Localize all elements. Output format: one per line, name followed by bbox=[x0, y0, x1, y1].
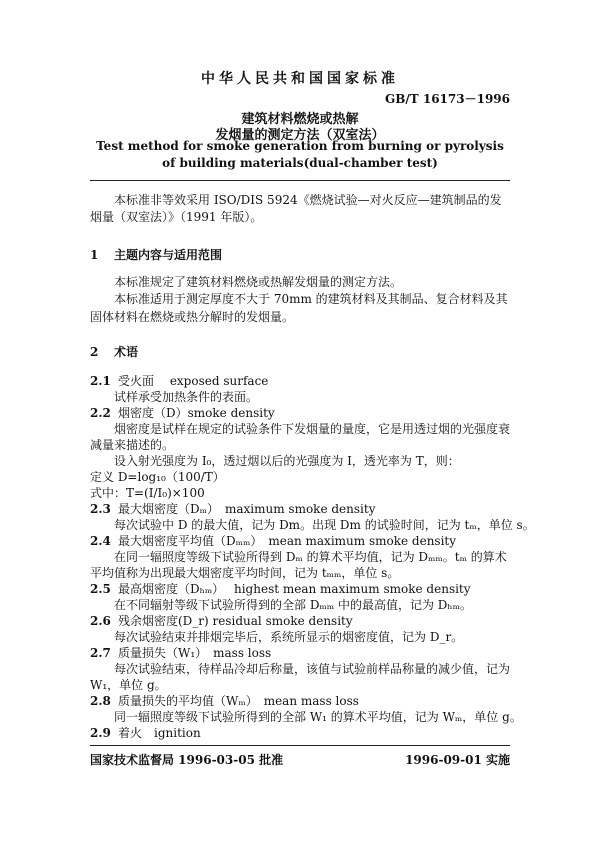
approval-date: 国家技术监督局 1996-03-05 批准 bbox=[90, 753, 284, 767]
term-2-2-intensity-line: 设入射光强度为 I₀，透过烟以后的光强度为 I，透光率为 T，则： bbox=[114, 454, 460, 468]
intro-paragraph: 本标准非等效采用 ISO/DIS 5924《燃烧试验—对火反应—建筑制品的发烟量（双室法）》（1991 年版）。 bbox=[90, 193, 502, 224]
standard-code: GB/T 16173－1996 bbox=[384, 92, 510, 106]
term-2-2-formula: 式中：T=(I/I₀)×100 bbox=[90, 486, 205, 500]
term-2-8-title: 质量损失的平均值（Wₘ） mean mass loss bbox=[118, 694, 359, 708]
term-2-1-desc: 试样承受加热条件的表面。 bbox=[114, 390, 259, 404]
term-2-6-title: 残余烟密度(D_r) residual smoke density bbox=[118, 614, 353, 628]
term-2-2-desc: 烟密度是试样在规定的试验条件下发烟量的量度，它是用透过烟的光强度衰减量来描述的。 bbox=[90, 422, 511, 452]
term-2-5-desc: 在不同辐射等级下试验所得到的全部 Dₘₘ 中的最高值，记为 Dₕₘ。 bbox=[114, 598, 472, 612]
section-1-paragraph-2: 本标准适用于测定厚度不大于 70mm 的建筑材料及其制品、复合材料及其固体材料在燃烧或热分解时的发烟量。 bbox=[90, 292, 508, 324]
term-2-3-number: 2.3 bbox=[90, 502, 111, 516]
footer-divider bbox=[90, 745, 510, 746]
section-1-paragraph-1: 本标准规定了建筑材料燃烧或热解发烟量的测定方法。 bbox=[114, 275, 403, 289]
term-2-7-title: 质量损失（W₁） mass loss bbox=[118, 646, 272, 660]
term-2-1-number: 2.1 bbox=[90, 374, 111, 388]
section-2-number: 2 bbox=[90, 345, 99, 359]
term-2-4-title: 最大烟密度平均值（Dₘₘ） mean maximum smoke density bbox=[118, 534, 457, 548]
section-2-heading: 术语 bbox=[114, 345, 139, 359]
section-1-number: 1 bbox=[90, 248, 99, 262]
term-2-4-desc: 在同一辐照度等级下试验所得到 Dₘ 的算术平均值，记为 Dₘₘ。tₘ 的算术平均值称为出现最大烟密度平均时间，记为 tₘₘ，单位 s。 bbox=[90, 550, 507, 580]
section-1-heading: 主题内容与适用范围 bbox=[114, 248, 223, 262]
term-2-7-desc: 每次试验结束，待样品冷却后称量，该值与试验前样品称量的减少值，记为 W₁，单位 g。 bbox=[90, 662, 511, 692]
term-2-6-desc: 每次试验结束并排烟完毕后，系统所显示的烟密度值，记为 D_r。 bbox=[114, 630, 464, 644]
national-standard-title: 中华人民共和国国家标准 bbox=[201, 71, 399, 87]
term-2-9-number: 2.9 bbox=[90, 726, 111, 740]
title-divider bbox=[90, 180, 510, 181]
title-zh-line2: 发烟量的测定方法（双室法） bbox=[215, 128, 385, 143]
term-2-2-number: 2.2 bbox=[90, 406, 111, 420]
term-2-5-number: 2.5 bbox=[90, 582, 111, 596]
title-zh-line1: 建筑材料燃烧或热解 bbox=[241, 112, 359, 127]
term-2-8-desc: 同一辐照度等级下试验所得到的全部 W₁ 的算术平均值，记为 Wₘ，单位 g。 bbox=[114, 710, 522, 724]
title-en-line1: Test method for smoke generation from burning or pyrolysis bbox=[96, 139, 504, 153]
title-en-line2: of building materials(dual-chamber test) bbox=[162, 156, 438, 170]
term-2-3-title: 最大烟密度（Dₘ） maximum smoke density bbox=[118, 502, 376, 516]
term-2-9-title: 着火 ignition bbox=[118, 726, 201, 740]
term-2-2-title: 烟密度（D）smoke density bbox=[118, 406, 275, 420]
term-2-3-desc: 每次试验中 D 的最大值，记为 Dm。出现 Dm 的试验时间，记为 tₘ，单位 s。 bbox=[114, 518, 535, 532]
term-2-1-title: 受火面 exposed surface bbox=[118, 374, 269, 388]
implementation-date: 1996-09-01 实施 bbox=[405, 753, 510, 767]
term-2-6-number: 2.6 bbox=[90, 614, 111, 628]
term-2-7-number: 2.7 bbox=[90, 646, 111, 660]
term-2-5-title: 最高烟密度（Dₕₘ） highest mean maximum smoke density bbox=[118, 582, 471, 596]
term-2-2-definition: 定义 D=log₁₀（100/T） bbox=[90, 470, 225, 484]
term-2-4-number: 2.4 bbox=[90, 534, 111, 548]
term-2-8-number: 2.8 bbox=[90, 694, 111, 708]
